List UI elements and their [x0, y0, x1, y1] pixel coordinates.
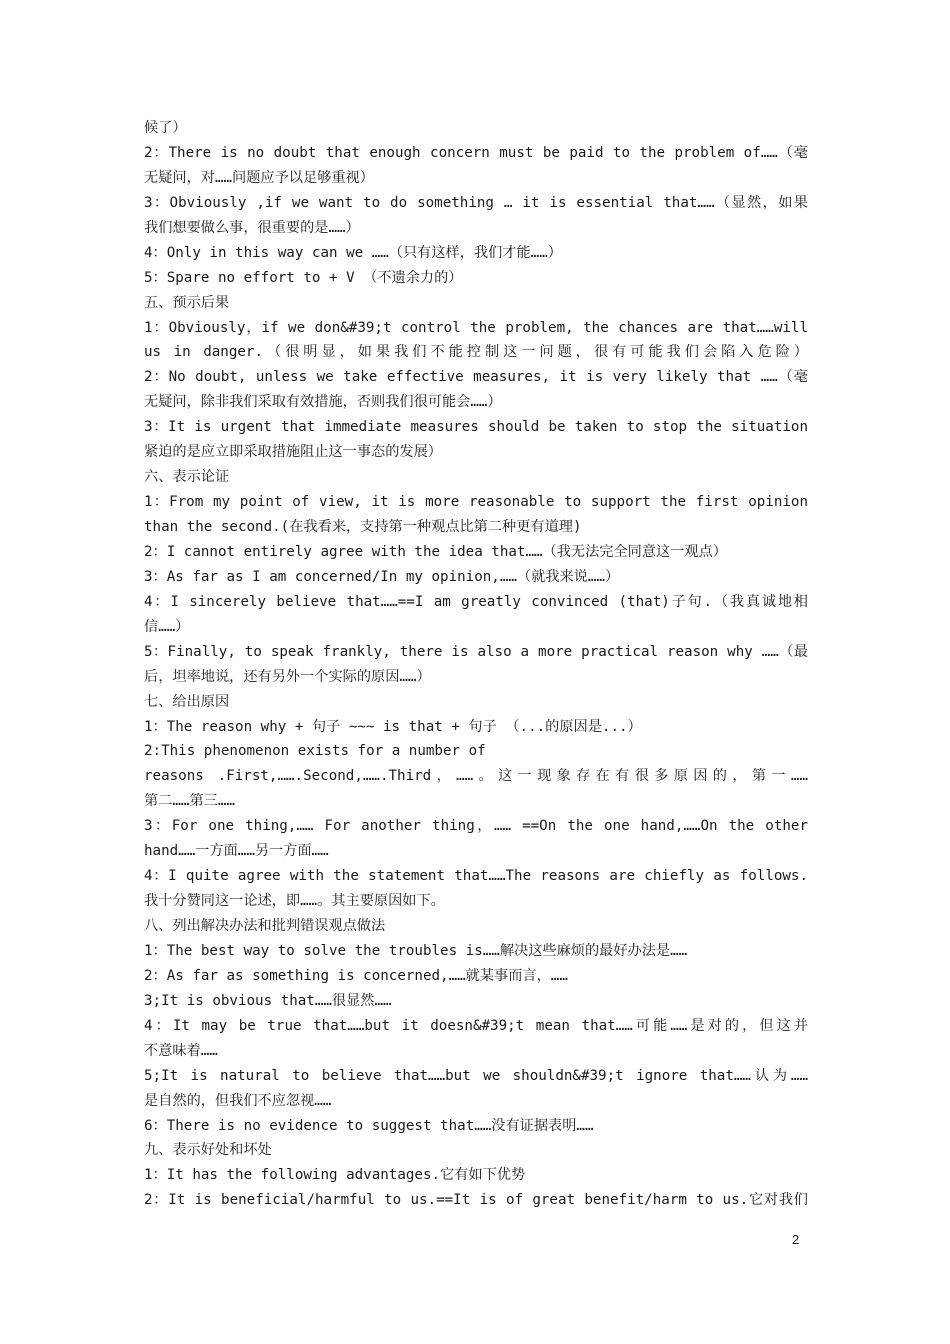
text-line: 4：I sincerely believe that……==I am greatly convinced (that)子句.（我真诚地相: [144, 593, 808, 610]
text-line: 信……）: [144, 618, 190, 635]
text-line: 5：Spare no effort to + V （不遗余力的）: [144, 269, 463, 286]
text-line: 是自然的，但我们不应忽视……: [144, 1092, 332, 1109]
text-line: 紧迫的是应立即采取措施阻止这一事态的发展）: [144, 444, 442, 461]
text-line: 后，坦率地说，还有另外一个实际的原因……）: [144, 668, 431, 685]
text-line: 3;It is obvious that……很显然……: [144, 992, 392, 1009]
text-line: 我十分赞同这一论述，即……。其主要原因如下。: [144, 893, 445, 910]
text-line: 4：Only in this way can we ……（只有这样，我们才能……）: [144, 244, 562, 261]
text-line: 5;It is natural to believe that……but we shouldn&#39;t ignore that……认为……: [144, 1067, 808, 1084]
text-line: 3：It is urgent that immediate measures should be taken to stop the situation: [144, 419, 808, 436]
text-line: 3：For one thing,…… For another thing，…… ==On the one hand,……On the other: [144, 818, 808, 835]
text-line: 1：Obviously，if we don&#39;t control the problem, the chances are that……will: [144, 319, 808, 336]
text-line: 九、表示好处和坏处: [144, 1142, 272, 1159]
text-line: 2：As far as something is concerned,……就某事而言，……: [144, 967, 568, 984]
text-line: 4：I quite agree with the statement that……The reasons are chiefly as follows.: [144, 868, 808, 885]
text-line: 1：It has the following advantages.它有如下优势: [144, 1167, 526, 1184]
text-line: 八、列出解决办法和批判错误观点做法: [144, 918, 386, 934]
text-line: us in danger.（很明显，如果我们不能控制这一问题，很有可能我们会陷入危险）: [144, 344, 808, 361]
text-line: 六、表示论证: [144, 469, 230, 486]
text-line: 5：Finally, to speak frankly, there is also a more practical reason why ……（最: [144, 643, 808, 660]
text-line: 第二……第三……: [144, 793, 235, 810]
text-line: hand……一方面……另一方面……: [144, 843, 329, 860]
text-line: 不意味着……: [144, 1042, 218, 1059]
text-line: reasons .First,…….Second,…….Third，……。这一现象存在有很多原因的，第一……: [144, 768, 808, 785]
text-line: 4：It may be true that……but it doesn&#39;t mean that……可能……是对的，但这并: [144, 1017, 808, 1034]
text-line: 无疑问，对……问题应予以足够重视）: [144, 169, 374, 186]
text-line: 2：It is beneficial/harmful to us.==It is of great benefit/harm to us.它对我们: [144, 1192, 808, 1209]
page-number: 2: [792, 1232, 800, 1247]
text-line: 3：Obviously ,if we want to do something … it is essential that……（显然，如果: [144, 194, 808, 211]
text-line: 2:This phenomenon exists for a number of: [144, 743, 486, 760]
text-line: 候了）: [144, 120, 187, 136]
text-line: 1：The reason why + 句子 ~~~ is that + 句子 （...的原因是...）: [144, 718, 642, 735]
text-line: 2：There is no doubt that enough concern must be paid to the problem of……（毫: [144, 144, 808, 161]
text-line: 无疑问，除非我们采取有效措施，否则我们很可能会……）: [144, 394, 502, 411]
text-line: 3：As far as I am concerned/In my opinion,……（就我来说……）: [144, 568, 620, 585]
text-line: 1：The best way to solve the troubles is……解决这些麻烦的最好办法是……: [144, 942, 688, 959]
text-line: 七、给出原因: [144, 693, 230, 710]
text-line: 6：There is no evidence to suggest that……没有证据表明……: [144, 1117, 594, 1134]
text-line: than the second.(在我看来，支持第一种观点比第二种更有道理): [144, 519, 582, 535]
text-line: 2：I cannot entirely agree with the idea that……（我无法完全同意这一观点）: [144, 543, 727, 560]
text-line: 我们想要做么事，很重要的是……）: [144, 219, 360, 236]
text-line: 1：From my point of view, it is more reasonable to support the first opinion: [144, 494, 808, 511]
text-line: 2：No doubt, unless we take effective measures, it is very likely that ……（毫: [144, 369, 808, 386]
text-line: 五、预示后果: [144, 294, 230, 311]
document-body: [144, 116, 808, 1213]
